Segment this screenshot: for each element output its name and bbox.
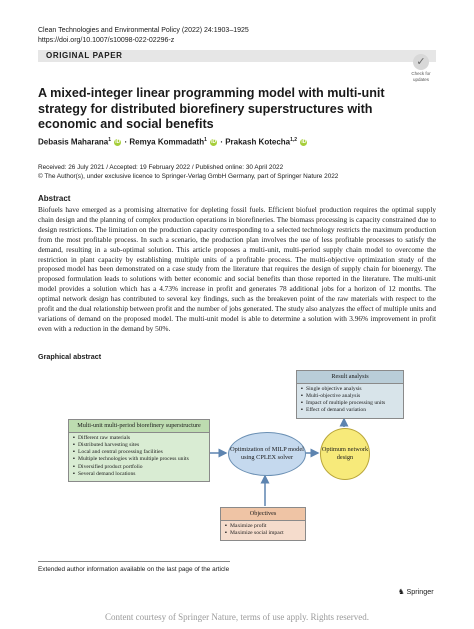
abstract-heading: Abstract [38,194,71,203]
doi-link[interactable]: https://doi.org/10.1007/s10098-022-02296-z [38,36,175,44]
superstructure-item: ▪ Distributed harvesting sites [73,442,205,449]
copyright-line: © The Author(s), under exclusive licence to Springer-Verlag GmbH Germany, part of Springer Nature 2022 [38,173,339,180]
superstructure-item: ▪ Local and central processing facilities [73,449,205,456]
author-name[interactable]: Prakash Kotecha [225,137,291,147]
objectives-title: Objectives [221,508,305,521]
optimization-node [228,432,306,476]
graphical-abstract-heading: Graphical abstract [38,352,102,361]
superstructure-item: ▪ Different raw materials [73,435,205,442]
optimum-label: Optimum network design [321,446,369,461]
publisher-logo [398,587,434,596]
affiliation-marker: 1 [204,137,207,143]
orcid-icon[interactable]: iD [115,139,121,146]
orcid-icon[interactable]: iD [211,139,217,146]
footnote-divider [38,561,230,562]
objective-item: ▪ Maximize social impact [225,530,301,537]
result-item: ▪ Single objective analysis [301,386,399,393]
check-updates-label: Check for updates [411,71,431,82]
history-line: Received: 26 July 2021 / Accepted: 19 February 2022 / Published online: 30 April 2022 [38,164,284,171]
author-list: Debasis Maharana$^1$ iD · Remya Kommadath$^1$ iD · Prakash Kotecha$^{1,2}$ iD [38,137,307,147]
bookmark-icon: ✓ [413,54,429,70]
optimization-label: Optimization of MILP model using CPLEX solver [230,446,304,461]
author-name[interactable]: Remya Kommadath [129,137,205,147]
objectives-box [220,507,306,541]
result-item: ▪ Impact of multiple processing units [301,400,399,407]
result-item: ▪ Multi-objective analysis [301,393,399,400]
result-analysis-box [296,370,404,419]
publisher-name: Springer [406,587,434,596]
orcid-icon[interactable]: iD [301,139,307,146]
result-item: ▪ Effect of demand variation [301,407,399,414]
superstructure-item: ▪ Diversified product portfolio [73,464,205,471]
result-analysis-title: Result analysis [297,371,403,384]
affiliation-marker: 1,2 [290,137,298,143]
article-title: A mixed-integer linear programming model with multi-unit strategy for distributed biorefinery superstructures with economic and social benefits [38,86,385,131]
superstructure-box [68,419,210,482]
objective-item: ▪ Maximize profit [225,523,301,530]
footnote: Extended author information available on the last page of the article [38,566,230,573]
optimum-design-node [320,428,370,480]
journal-line: Clean Technologies and Environmental Policy (2022) 24:1903–1925 [38,27,249,34]
abstract-text: Biofuels have emerged as a promising alternative for depleting fossil fuels. Efficient biofuel production requires the optimal supply chain design and the planning of complex production operations in biorefineries. The biomass processing is capacity constrained due to design restrictions. The limitation on the production capacity corresponding to a selected technology restricts the maximum production from the most profitable process. In such a scenario, the production plan involves the use of less profitable processes to satisfy the demand, resulting in a sub-optimal solution. This article proposes a multi-unit, multi-period supply chain model to overcome the restriction in plant capacity by establishing multiple units of a profitable process. The multi-objective optimization study of the proposed model has been demonstrated on a case study from the literature that requires the design of supply chain for bioenergy. The proposed formulation leads to solutions with better economic and social benefits than those reported in the literature. The multi-unit model provides a solution which has a 4.73% increase in profit and generates 78 additional jobs for a horizon of 12 months. The optimal network design has contributed to several key findings, such as the breakeven point of the raw materials with respect to the profit and the dual relationship between profit and the number of jobs generated. The study also analyzes the effect of multiple units and variations of demand on the proposed model. The multi-unit model is able to determine a solution with 3.96% improvement in profit even with a reduction in the demand by 50%. [38,205,436,333]
superstructure-item: ▪ Multiple technologies with multiple process units [73,456,205,463]
courtesy-notice: Content courtesy of Springer Nature, terms of use apply. Rights reserved. [104,612,370,622]
affiliation-marker: 1 [108,137,112,143]
author-name[interactable]: Debasis Maharana [38,137,109,147]
superstructure-item: ▪ Several demand locations [73,471,205,478]
badge-label: ORIGINAL PAPER [46,51,123,60]
superstructure-title: Multi-unit multi-period biorefinery superstructure [69,420,209,433]
springer-horse-icon: ♞ [398,587,405,596]
